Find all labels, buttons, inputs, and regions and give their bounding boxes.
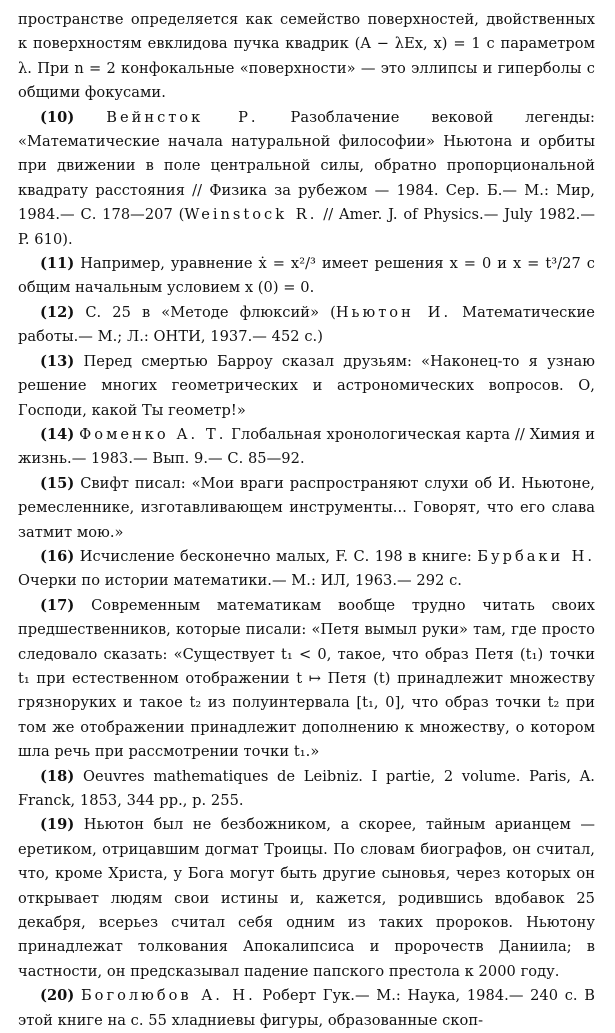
note-text: Oeuvres mathematiques de Leibniz. I partie, 2 volume. Paris, A. Franck, 1853, 344 pp., p. 255. (18, 767, 595, 809)
note-author: Weinstock R. (184, 206, 318, 224)
note-19 (18, 813, 595, 984)
note-text: Разоблачение вековой легенды: «Математические начала натуральной философии» Ньютона и орбиты при движении в поле центральной силы, обратно пропорциональной квадрату расстояния // Физика за рубежом — 1984. Сер. Б.— М.: Мир, 1984.— С. 178—207 ( (18, 108, 595, 224)
note-number: (10) (40, 108, 75, 126)
note-number: (20) (40, 987, 75, 1005)
note-number: (19) (40, 816, 75, 834)
note-text: Роберт Гук.— М.: Наука, 1984.— 240 с. В этой книге на с. 55 хладниевы фигуры, образованные скоп- (18, 987, 595, 1029)
note-author: Боголюбов А. Н. (80, 987, 256, 1005)
note-12 (18, 301, 595, 350)
continuation-paragraph: пространстве определяется как семейство поверхностей, двойственных к поверхностям евклидова пучка квадрик (A − λEx, x) = 1 с параметром λ. При n = 2 конфокальные «поверхности» — это эллипсы и гиперболы с общими фокусами. (18, 11, 595, 102)
note-number: (14) (40, 425, 75, 443)
note-text: Математические работы.— М.; Л.: ОНТИ, 1937.— 452 с.) (18, 303, 595, 346)
note-number: (15) (40, 474, 75, 492)
note-text: Ньютон был не безбожником, а скорее, тайным арианцем — еретиком, отрицавшим догмат Троицы. По словам биографов, он считал, что, кроме Христа, у Бога могут быть другие сыновья, через которых он открывает людям свои истины и, кажется, родившись вдобавок 25 декабря, всерьез считал себя одним из таких пророков. Ньютону принадлежат толкования Апокалипсиса и пророчеств Даниила; в частности, он предсказывал падение папского престола к 2000 году. (18, 816, 595, 980)
note-text: Очерки по истории математики.— М.: ИЛ, 1963.— 292 с. (18, 572, 462, 590)
note-number: (16) (40, 547, 75, 565)
note-text: Например, уравнение ẋ = x²/³ имеет решения x = 0 и x = t³/27 с общим начальным условием x (0) = 0. (18, 255, 595, 297)
note-number: (17) (40, 596, 75, 614)
note-13 (18, 350, 595, 423)
note-author: Ньютон И. (335, 303, 452, 321)
note-16 (18, 545, 595, 594)
note-15 (18, 472, 595, 545)
note-author: Бурбаки Н. (477, 547, 595, 565)
note-text: Исчисление бесконечно малых, F. С. 198 в книге: (74, 547, 478, 565)
note-11 (18, 252, 595, 301)
note-number: (13) (40, 352, 75, 370)
note-20 (18, 984, 595, 1033)
note-14 (18, 423, 595, 472)
note-number: (18) (40, 767, 75, 785)
note-text: Свифт писал: «Мои враги распространяют слухи об И. Ньютоне, ремесленнике, изготавливающем инструменты... Говорят, что его слава затмит мою.» (18, 474, 595, 541)
note-text: // Amer. J. of Physics.— July 1982.— P. 610). (18, 206, 596, 248)
note-text: Современным математикам вообще трудно читать своих предшественников, которые писали: «Петя вымыл руки» там, где просто следовало сказать: «Существует t₁ < 0, такое, что образ Петя (t₁) точки t₁ при естественном отображении t ↦ Петя (t) принадлежит множеству грязноруких и такое t₂ из полуинтервала [t₁, 0], что образ точки t₂ при том же отображении принадлежит дополнению к множеству, о котором шла речь при рассмотрении точки t₁.» (18, 596, 595, 761)
note-author: Фоменко А. Т. (79, 425, 227, 443)
note-10 (18, 106, 595, 252)
note-text: Перед смертью Барроу сказал друзьям: «Наконец-то я узнаю решение многих геометрических и астрономических вопросов. О, Господи, какой Ты геометр!» (18, 352, 595, 419)
note-number: (12) (40, 303, 75, 321)
note-number: (11) (40, 255, 75, 273)
note-text: Глобальная хронологическая карта // Химия и жизнь.— 1983.— Вып. 9.— С. 85—92. (18, 425, 595, 468)
note-author: Вейнсток Р. (106, 108, 259, 126)
note-18 (18, 765, 595, 814)
note-17 (18, 594, 595, 765)
note-text: С. 25 в «Методе флюксий» ( (74, 303, 336, 321)
